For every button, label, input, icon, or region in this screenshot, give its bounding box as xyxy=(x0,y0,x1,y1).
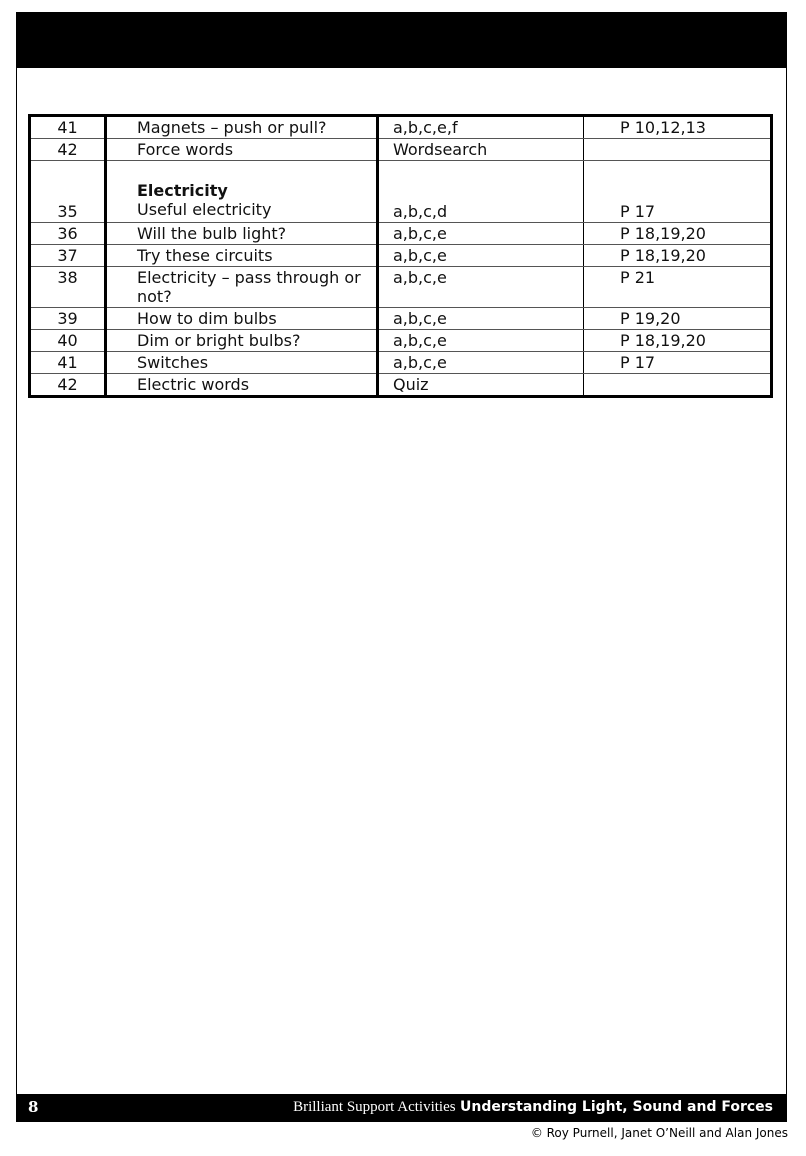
section-heading: Electricity xyxy=(137,181,228,200)
activity-number: 40 xyxy=(30,330,106,352)
activities-table xyxy=(28,114,773,398)
footer-title xyxy=(293,1099,773,1116)
activity-pages: P 21 xyxy=(584,267,772,308)
activity-levels: Wordsearch xyxy=(378,139,584,161)
activity-number: 37 xyxy=(30,245,106,267)
activity-pages: P 18,19,20 xyxy=(584,223,772,245)
activity-title: Dim or bright bulbs? xyxy=(106,330,378,352)
activity-levels: a,b,c,e xyxy=(378,330,584,352)
table-row xyxy=(30,245,772,267)
activity-number: 42 xyxy=(30,139,106,161)
table-row xyxy=(30,116,772,139)
table-row xyxy=(30,267,772,308)
activity-title-cell xyxy=(106,161,378,223)
activity-number: 35 xyxy=(30,161,106,223)
activity-number: 41 xyxy=(30,352,106,374)
activity-levels: a,b,c,e xyxy=(378,267,584,308)
activity-number: 41 xyxy=(30,116,106,139)
footer-bar xyxy=(16,1094,787,1122)
activity-title: Useful electricity xyxy=(137,200,272,219)
activity-pages: P 17 xyxy=(584,161,772,223)
activity-levels: a,b,c,e xyxy=(378,308,584,330)
activity-pages: P 18,19,20 xyxy=(584,330,772,352)
activity-levels: a,b,c,e xyxy=(378,245,584,267)
table-row xyxy=(30,330,772,352)
activity-title: Switches xyxy=(106,352,378,374)
activity-levels: a,b,c,d xyxy=(378,161,584,223)
book-title: Understanding Light, Sound and Forces xyxy=(460,1099,773,1115)
table-row xyxy=(30,223,772,245)
activity-number: 38 xyxy=(30,267,106,308)
table-row xyxy=(30,352,772,374)
activity-title: Try these circuits xyxy=(106,245,378,267)
activity-title: Electric words xyxy=(106,374,378,397)
table-row xyxy=(30,139,772,161)
header-bar xyxy=(16,12,787,68)
activity-levels: a,b,c,e xyxy=(378,352,584,374)
activity-pages xyxy=(584,139,772,161)
activity-levels: a,b,c,e,f xyxy=(378,116,584,139)
activity-number: 39 xyxy=(30,308,106,330)
activity-pages xyxy=(584,374,772,397)
activity-title: Magnets – push or pull? xyxy=(106,116,378,139)
activity-title: Will the bulb light? xyxy=(106,223,378,245)
table-row xyxy=(30,308,772,330)
page-number: 8 xyxy=(28,1098,39,1116)
activity-title: Electricity – pass through or not? xyxy=(106,267,378,308)
activity-pages: P 10,12,13 xyxy=(584,116,772,139)
table-row xyxy=(30,374,772,397)
activity-levels: Quiz xyxy=(378,374,584,397)
activity-number: 42 xyxy=(30,374,106,397)
activity-number: 36 xyxy=(30,223,106,245)
copyright-notice: © Roy Purnell, Janet O’Neill and Alan Jones xyxy=(530,1126,788,1140)
activity-pages: P 18,19,20 xyxy=(584,245,772,267)
activity-title: How to dim bulbs xyxy=(106,308,378,330)
activity-pages: P 19,20 xyxy=(584,308,772,330)
activity-title: Force words xyxy=(106,139,378,161)
activity-levels: a,b,c,e xyxy=(378,223,584,245)
series-name: Brilliant Support Activities xyxy=(293,1099,456,1115)
table-row xyxy=(30,161,772,223)
activity-pages: P 17 xyxy=(584,352,772,374)
